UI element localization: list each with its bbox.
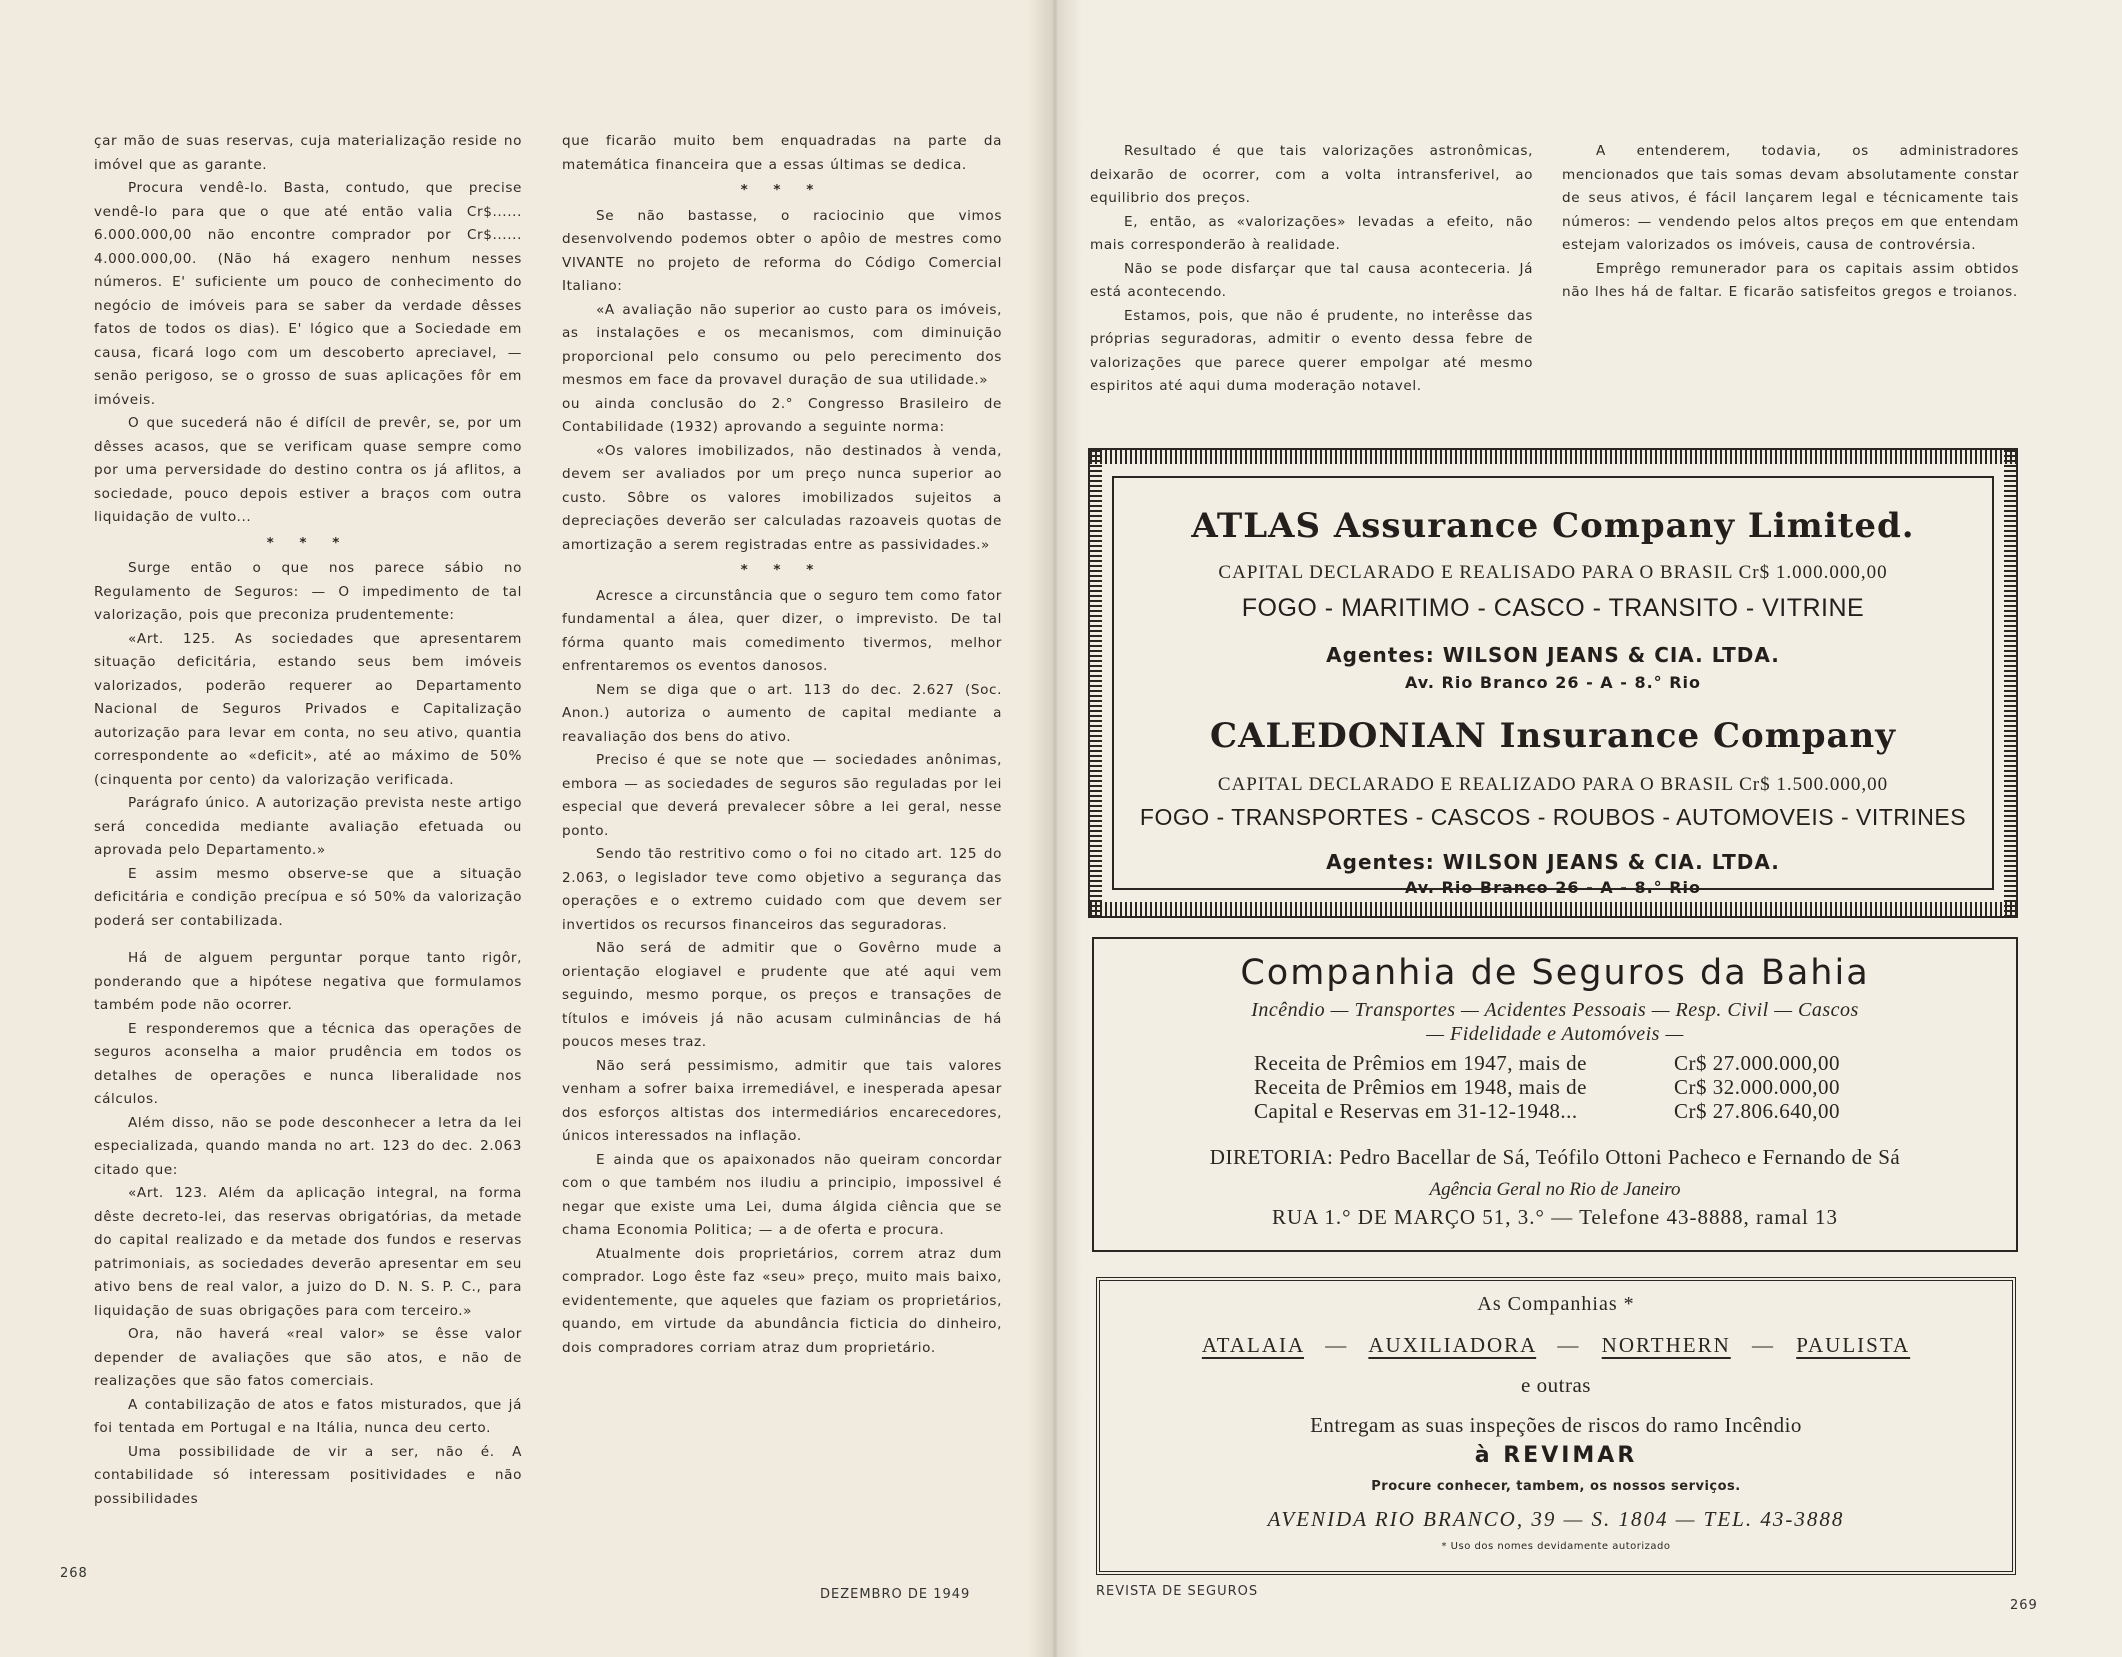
revimar-name: à REVIMAR	[1474, 1443, 1638, 1468]
ad-border-ornament	[1090, 450, 1102, 916]
left-page-column-1	[94, 130, 522, 1511]
revimar-ad	[1096, 1277, 2016, 1575]
bahia-premiums-1947-label: Receita de Prêmios em 1947, mais de	[1254, 1051, 1588, 1075]
paragraph-gap	[94, 933, 522, 947]
body-paragraph: Nem se diga que o art. 113 do dec. 2.627 (Soc. Anon.) autoriza o aumento de capital mediante a reavaliação dos bens do ativo.	[562, 681, 1002, 745]
section-divider: * * *	[266, 534, 350, 551]
bahia-capital-value: Cr$ 27.806.640,00	[1674, 1099, 1840, 1123]
body-paragraph: Estamos, pois, que não é prudente, no interêsse das próprias seguradoras, admitir o evento dessa febre de valorizações que parece querer empolgar até mesmo espiritos até aqui duma moderação notavel.	[1090, 307, 1533, 394]
revimar-footnote: * Uso dos nomes devidamente autorizado	[1441, 1541, 1671, 1552]
body-paragraph: «Art. 125. As sociedades que apresentarem situação deficitária, estando seus bem imóveis valorizados, poderão requerer ao Departamento Nacional de Seguros Privados e Capitalização autorização para levar em conta, no seu ativo, quantia correspondente ao «deficit», até ao máximo de 50% (cinquenta por cento) da valorização verificada.	[94, 630, 522, 788]
body-paragraph: Emprêgo remunerador para os capitais assim obtidos não lhes há de faltar. E ficarão satisfeitos gregos e troianos.	[1562, 260, 2019, 300]
right-page-number: 269	[2010, 1598, 2038, 1613]
body-paragraph: Procura vendê-lo. Basta, contudo, que precise vendê-lo para que o que até então valia Cr$...... 6.000.000,00 não encontre comprador por Cr$...... 4.000.000,00. (Não há exagero nenhum nesses números. E' suficiente um pouco de conhecimento do negócio de imóveis para se saber da verdade dêsses fatos de todos os dias). E' lógico que a Sociedade em causa, ficará logo com um descoberto apreciavel, — senão perigoso, se o grosso de suas aplicações fôr em imóveis.	[94, 180, 522, 408]
body-paragraph: Além disso, não se pode desconhecer a letra da lei especializada, quando manda no art. 123 do dec. 2.063 citado que:	[94, 1114, 522, 1178]
separator: —	[1752, 1333, 1775, 1357]
body-paragraph: Preciso é que se note que — sociedades anônimas, embora — as sociedades de seguros são reguladas por lei especial que deverá prevalecer sôbre a lei geral, nesse ponto.	[562, 752, 1002, 839]
body-paragraph: «Os valores imobilizados, não destinados à venda, devem ser avaliados por um preço nunca superior ao custo. Sôbre os valores imobilizados sujeitos a depreciações deverão ser calculadas razoaveis quotas de amortização a serem registradas entre as passividades.»	[562, 442, 1002, 553]
separator: —	[1557, 1333, 1581, 1357]
company-northern: NORTHERN	[1601, 1333, 1731, 1357]
section-divider: * * *	[740, 562, 824, 578]
atlas-capital: CAPITAL DECLARADO E REALISADO PARA O BRASIL Cr$ 1.000.000,00	[1218, 562, 1888, 583]
atlas-company-name: ATLAS Assurance Company Limited.	[1191, 506, 1915, 546]
ad-border-ornament	[1090, 450, 2016, 464]
body-paragraph: Parágrafo único. A autorização prevista neste artigo será concedida mediante avaliação efetuada ou aprovada pelo Departamento.»	[94, 795, 522, 858]
caledonian-capital: CAPITAL DECLARADO E REALIZADO PARA O BRASIL Cr$ 1.500.000,00	[1217, 774, 1889, 795]
body-paragraph: ou ainda conclusão do 2.° Congresso Brasileiro de Contabilidade (1932) aprovando a seguinte norma:	[562, 395, 1002, 435]
atlas-caledonian-ad	[1088, 448, 2018, 918]
bahia-capital-label: Capital e Reservas em 31-12-1948...	[1254, 1099, 1578, 1123]
revimar-others: e outras	[1521, 1373, 1591, 1397]
revimar-tagline: Procure conhecer, tambem, os nossos serviços.	[1371, 1479, 1741, 1494]
ad-border-ornament	[2004, 450, 2016, 916]
body-paragraph: çar mão de suas reservas, cuja materialização reside no imóvel que as garante.	[94, 133, 522, 173]
body-paragraph: E, então, as «valorizações» levadas a efeito, não mais corresponderão à realidade.	[1090, 213, 1533, 253]
body-paragraph: E ainda que os apaixonados não queiram concordar com o que também nos iludiu a principio, impossivel é negar que existe uma Lei, duma álgida ciência que se chama Economia Politica; — a de oferta e procura.	[562, 1151, 1002, 1238]
atlas-agents: Agentes: WILSON JEANS & CIA. LTDA.	[1326, 643, 1780, 667]
body-paragraph: Acresce a circunstância que o seguro tem como fator fundamental a álea, quer dizer, o imprevisto. De tal fórma quanto mais comedimento tivermos, melhor enfrentaremos os eventos danosos.	[562, 587, 1002, 674]
body-paragraph: E responderemos que a técnica das operações de seguros aconselha a maior prudência em todos os detalhes de operações e nunca liberalidade nos cálculos.	[94, 1020, 522, 1107]
bahia-insurance-ad	[1092, 937, 2018, 1252]
bahia-company-name: Companhia de Seguros da Bahia	[1240, 953, 1870, 993]
ad-border-ornament	[1090, 902, 2016, 916]
left-page-number: 268	[60, 1566, 88, 1581]
right-page-column-2	[1562, 140, 2019, 305]
body-paragraph: Ora, não haverá «real valor» se êsse valor depender de avaliações que são atos, e não de realizações que são fatos comerciais.	[94, 1326, 522, 1389]
atlas-lines-of-business: FOGO - MARITIMO - CASCO - TRANSITO - VITRINE	[1241, 594, 1865, 622]
bahia-premiums-1948-value: Cr$ 32.000.000,00	[1674, 1075, 1840, 1099]
body-paragraph: A contabilização de atos e fatos misturados, que já foi tentada em Portugal e na Itália, nunca deu certo.	[94, 1396, 522, 1436]
revimar-heading: As Companhias *	[1477, 1293, 1635, 1315]
body-paragraph: E assim mesmo observe-se que a situação deficitária e condição precípua e só 50% da valorização poderá ser contabilizada.	[94, 865, 522, 929]
bahia-lines-of-business-2: — Fidelidade e Automóveis —	[1426, 1023, 1684, 1045]
ad-panel	[1112, 476, 1994, 897]
body-paragraph: Se não bastasse, o raciocinio que vimos desenvolvendo podemos obter o apôio de mestres como VIVANTE no projeto de reforma do Código Comercial Italiano:	[562, 207, 1002, 294]
caledonian-agents: Agentes: WILSON JEANS & CIA. LTDA.	[1326, 850, 1780, 874]
body-paragraph: A entenderem, todavia, os administradores mencionados que tais somas devam absolutamente constar de seus ativos, é fácil lançarem legal e técnicamente tais números: — vendendo pelos altos preços em que entendam estejam valorizados os imóveis, causa de controvérsia.	[1562, 143, 2019, 253]
page-gutter	[1028, 0, 1082, 1657]
body-paragraph: Há de alguem perguntar porque tanto rigôr, ponderando que a hipótese negativa que formulamos também pode não ocorrer.	[94, 950, 522, 1013]
revimar-companies	[1100, 1333, 2012, 1358]
right-page-column-1	[1090, 140, 1533, 399]
body-paragraph: Uma possibilidade de vir a ser, não é. A contabilidade só interessam positividades e não possibilidades	[94, 1443, 522, 1507]
body-paragraph: «Art. 123. Além da aplicação integral, na forma dêste decreto-lei, das reservas obrigatórias, da metade do capital realizado e da metade dos fundos e reservas patrimoniais, as sociedades deverão apresentar em seu ativo bens de real valor, a juizo do D. N. S. P. C., para liquidação de suas obrigações para com terceiro.»	[94, 1185, 522, 1319]
atlas-address: Av. Rio Branco 26 - A - 8.° Rio	[1404, 673, 1702, 692]
revimar-body: Entregam as suas inspeções de riscos do ramo Incêndio	[1310, 1413, 1802, 1437]
separator: —	[1325, 1333, 1349, 1357]
company-paulista: PAULISTA	[1796, 1333, 1911, 1357]
bahia-lines-of-business: Incêndio — Transportes — Acidentes Pessoais — Resp. Civil — Cascos	[1251, 999, 1859, 1021]
company-auxiliadora: AUXILIADORA	[1368, 1333, 1537, 1357]
body-paragraph: Sendo tão restritivo como o foi no citado art. 125 do 2.063, o legislador teve como objetivo a segurança das operações e o extremo cuidado com que devem ser invertidos os recursos financeiros das seguradoras.	[562, 846, 1002, 933]
body-paragraph: O que sucederá não é difícil de prevêr, se, por um dêsses acasos, que se verificam quase sempre como por uma perversidade do destino contra os já aflitos, a sociedade, pouco depois estiver a braços com outra liquidação de vulto...	[94, 415, 522, 525]
company-atalaia: ATALAIA	[1201, 1333, 1304, 1357]
body-paragraph: Atualmente dois proprietários, correm atraz dum comprador. Logo êste faz «seu» preço, muito mais baixo, evidentemente, que aqueles que faziam os proprietários, quando, em virtude da abundância ficticia do dinheiro, dois compradores corriam atraz dum proprietário.	[562, 1245, 1002, 1356]
body-paragraph: Não será de admitir que o Govêrno mude a orientação elogiavel e prudente que até aqui vem seguindo, mesmo porque, os preços e transações de títulos e imóveis já não acusam culminâncias de há poucos meses traz.	[562, 940, 1002, 1050]
left-page	[0, 0, 1055, 1657]
right-page-footer: REVISTA DE SEGUROS	[1096, 1584, 1259, 1599]
section-divider: * * *	[740, 182, 824, 198]
revimar-address: AVENIDA RIO BRANCO, 39 — S. 1804 — TEL. 43-3888	[1267, 1507, 1845, 1531]
body-paragraph: que ficarão muito bem enquadradas na parte da matemática financeira que a essas últimas se dedica.	[562, 133, 1002, 173]
caledonian-address: Av. Rio Branco 26 - A - 8.° Rio	[1404, 878, 1702, 897]
bahia-premiums-1947-value: Cr$ 27.000.000,00	[1674, 1051, 1840, 1075]
bahia-premiums-1948-label: Receita de Prêmios em 1948, mais de	[1254, 1075, 1588, 1099]
body-paragraph: Não se pode disfarçar que tal causa aconteceria. Já está acontecendo.	[1090, 260, 1533, 300]
caledonian-company-name: CALEDONIAN Insurance Company	[1210, 716, 1896, 756]
bahia-agency: Agência Geral no Rio de Janeiro	[1429, 1179, 1681, 1200]
body-paragraph: Resultado é que tais valorizações astronômicas, deixarão de ocorrer, com a volta intransferivel, ao equilibrio dos preços.	[1090, 143, 1533, 206]
left-page-footer: DEZEMBRO DE 1949	[820, 1587, 971, 1602]
body-paragraph: Não será pessimismo, admitir que tais valores venham a sofrer baixa irremediável, e inesperada apesar dos esforços altistas dos intermediários encarecedores, únicos interessados na inflação.	[562, 1057, 1002, 1144]
body-paragraph: «A avaliação não superior ao custo para os imóveis, as instalações e os mecanismos, com diminuição proporcional pelo consumo ou pelo perecimento dos mesmos em face da provavel duração de sua utilidade.»	[562, 301, 1002, 388]
bahia-address: RUA 1.° DE MARÇO 51, 3.° — Telefone 43-8888, ramal 13	[1271, 1205, 1839, 1229]
bahia-directors: DIRETORIA: Pedro Bacellar de Sá, Teófilo Ottoni Pacheco e Fernando de Sá	[1209, 1145, 1901, 1169]
body-paragraph: Surge então o que nos parece sábio no Regulamento de Seguros: — O impedimento de tal valorização, pois que preconiza prudentemente:	[94, 560, 522, 623]
caledonian-lines-of-business: FOGO - TRANSPORTES - CASCOS - ROUBOS - AUTOMOVEIS - VITRINES	[1139, 804, 1967, 830]
left-page-column-2	[562, 130, 1002, 1360]
